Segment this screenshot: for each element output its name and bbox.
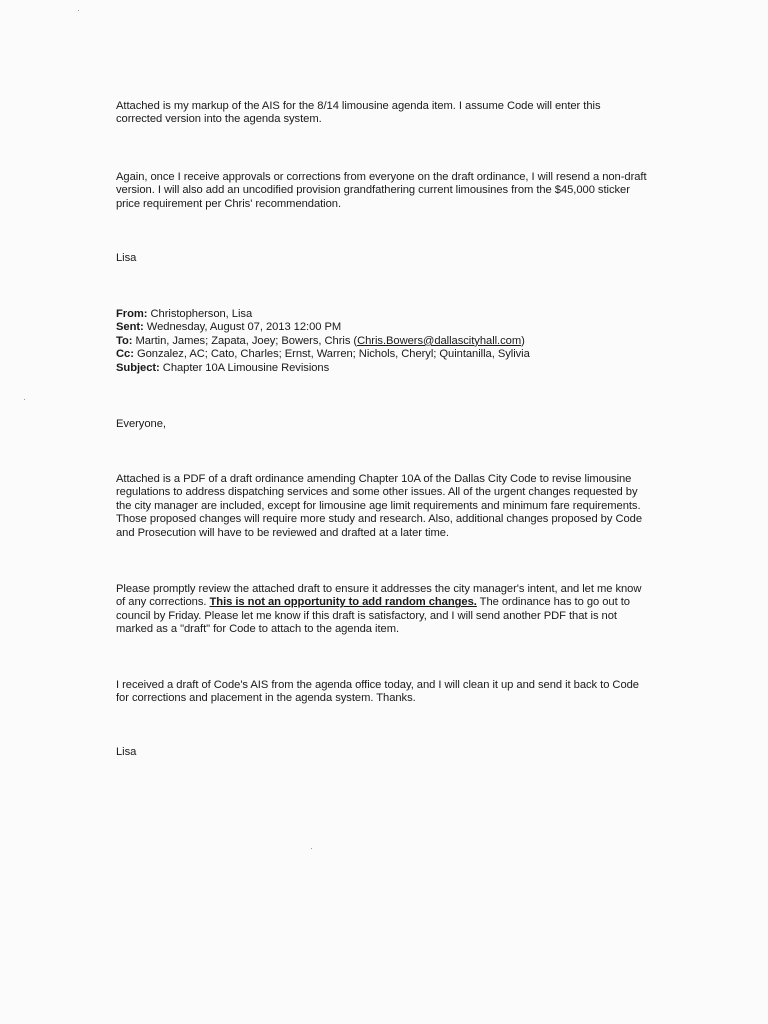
text-line: Those proposed changes will require more study and research. Also, additional changes proposed by Code xyxy=(116,513,643,526)
signature-name: Lisa xyxy=(116,252,137,264)
paragraph-review-request xyxy=(116,583,661,637)
sent-value: Wednesday, August 07, 2013 12:00 PM xyxy=(146,321,342,334)
email-header xyxy=(116,308,661,375)
to-label: To: xyxy=(116,334,133,347)
cc-value: Gonzalez, AC; Cato, Charles; Ernst, Warren; Nichols, Cheryl; Quintanilla, Sylivia xyxy=(136,348,530,361)
text-line: corrected version into the agenda system. xyxy=(116,113,322,126)
text-line: marked as a "draft" for Code to attach to the agenda item. xyxy=(116,623,400,636)
from-value: Christopherson, Lisa xyxy=(150,308,253,320)
text-line xyxy=(116,596,661,609)
paragraph-markup-note xyxy=(116,100,661,127)
cc-label: Cc: xyxy=(116,348,134,361)
text-line: for corrections and placement in the agenda system. Thanks. xyxy=(116,692,416,705)
scan-speck xyxy=(311,848,312,849)
signature xyxy=(116,746,661,759)
text-line: version. I will also add an uncodified provision grandfathering current limousines from the $45,000 sticker xyxy=(116,184,630,197)
text-line: Please promptly review the attached draft to ensure it addresses the city manager's intent, and let me know xyxy=(116,583,642,595)
email-link[interactable]: Chris.Bowers@dallascityhall.com xyxy=(357,334,522,347)
text-line: regulations to address dispatching services and some other issues. All of the urgent changes requested by xyxy=(116,486,638,499)
cc-line xyxy=(116,348,661,361)
from-label: From: xyxy=(116,308,148,320)
paragraph-draft-ordinance xyxy=(116,473,661,540)
text-line: I received a draft of Code's AIS from the agenda office today, and I will clean it up and send it back to Code xyxy=(116,679,639,691)
text-line: the city manager are included, except for limousine age limit requirements and minimum fare requirements. xyxy=(116,499,641,512)
text-segment: of any corrections. xyxy=(116,596,210,609)
from-line xyxy=(116,308,661,321)
to-line xyxy=(116,335,661,348)
scan-speck xyxy=(24,399,25,400)
text-line: Attached is my markup of the AIS for the 8/14 limousine agenda item. I assume Code will enter this xyxy=(116,100,601,112)
scan-speck xyxy=(78,10,79,11)
text-line: council by Friday. Please let me know if this draft is satisfactory, and I will send another PDF that is not xyxy=(116,609,617,622)
text-line: Attached is a PDF of a draft ordinance amending Chapter 10A of the Dallas City Code to revise limousine xyxy=(116,473,632,485)
text-segment: The ordinance has to go out to xyxy=(476,596,630,609)
signature xyxy=(116,252,661,265)
emphasis-text: This is not an opportunity to add random changes. xyxy=(209,596,477,609)
paragraph-ais-note xyxy=(116,679,661,706)
greeting-text: Everyone, xyxy=(116,418,166,430)
text-line: price requirement per Chris' recommendation. xyxy=(116,197,342,210)
paragraph-approvals-note xyxy=(116,171,661,211)
greeting xyxy=(116,418,661,431)
sent-line xyxy=(116,321,661,334)
to-value-close: ) xyxy=(521,334,525,347)
text-line: and Prosecution will have to be reviewed and drafted at a later time. xyxy=(116,526,449,539)
subject-value: Chapter 10A Limousine Revisions xyxy=(162,361,330,374)
signature-name: Lisa xyxy=(116,746,137,758)
sent-label: Sent: xyxy=(116,321,144,334)
subject-line xyxy=(116,362,661,375)
to-value: Martin, James; Zapata, Joey; Bowers, Chris ( xyxy=(135,334,358,347)
subject-label: Subject: xyxy=(116,361,160,374)
text-line: Again, once I receive approvals or corrections from everyone on the draft ordinance, I will resend a non-draft xyxy=(116,171,647,183)
